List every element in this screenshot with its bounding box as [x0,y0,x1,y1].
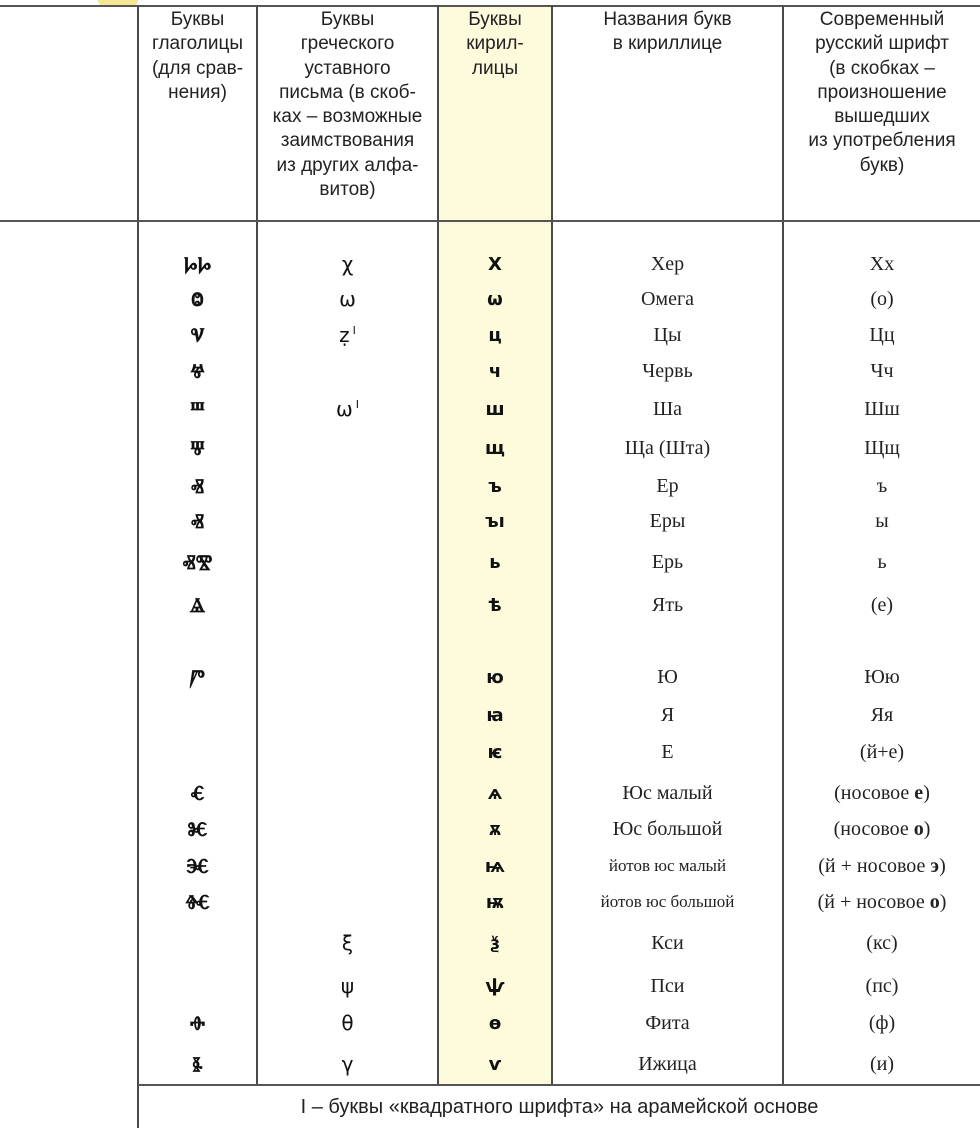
letter-name-cell [553,317,782,353]
table-row [0,968,980,1004]
modern-letter [818,855,945,878]
modern-letter [869,1012,895,1035]
table-row [0,317,980,353]
table-row [0,430,980,466]
cyrillic-letter: ч [488,360,502,382]
cyrillic-letter: щ [485,437,505,459]
table-row [0,659,980,695]
cyrillic-letter: ю [486,666,504,688]
glagolitic-letter-cell [139,317,256,353]
letter-name: Фита [645,1011,690,1034]
modern-letter [866,932,897,955]
glagolitic-letter: Ⱑ [189,593,206,617]
greek-letter [342,252,354,276]
modern-letter-cell [784,697,980,733]
letter-name-cell [553,659,782,695]
modern-letter [864,666,900,689]
glagolitic-letter: Ⱘ [187,817,208,841]
modern-letter [871,704,894,727]
cyrillic-letter-cell [439,848,551,884]
glagolitic-letter-cell [139,775,256,811]
cyrillic-letter-cell [439,246,551,282]
modern-letter-cell [784,811,980,847]
cyrillic-letter: ш [485,398,505,420]
header-line: произношение [817,81,947,103]
header-greek [258,8,437,202]
letter-name-cell [553,246,782,282]
modern-bold-letter: о [929,890,940,913]
header-line: уставного [304,57,391,79]
modern-letter-cell [784,1046,980,1082]
cyrillic-letter: ѵ [488,1053,502,1075]
modern-letter-cell [784,587,980,623]
letter-name-cell [553,884,782,920]
glagolitic-letter-cell [139,659,256,695]
cyrillic-letter-cell [439,968,551,1004]
modern-letter-cell [784,925,980,961]
cyrillic-letter-cell [439,353,551,389]
cyrillic-letter-cell [439,430,551,466]
header-line: Буквы [320,9,375,30]
cyrillic-letter: Х [488,253,502,275]
modern-letter-cell [784,503,980,539]
greek-glyph: ψ [340,974,355,998]
glagolitic-letter-cell [139,734,256,770]
modern-text: (й + носовое [817,890,930,913]
glagolitic-letter-cell [139,811,256,847]
greek-letter-cell [258,925,437,961]
table-row [0,246,980,282]
greek-letter [341,1011,353,1035]
cyrillic-letter-cell [439,734,551,770]
header-glagolitic [139,8,256,105]
table-row [0,884,980,920]
table-row [0,353,980,389]
greek-letter-cell [258,353,437,389]
greek-letter-cell [258,544,437,580]
letter-name-cell [553,430,782,466]
letter-name: Пси [650,974,685,997]
modern-text: ъ [876,474,888,497]
header-line: витов) [319,179,376,201]
cyrillic-letter-cell [439,391,551,427]
table-row [0,775,980,811]
greek-letter-cell [258,848,437,884]
modern-letter-cell [784,544,980,580]
modern-letter-cell [784,246,980,282]
glagolitic-letter-cell [139,884,256,920]
letter-name: Цы [653,323,682,346]
modern-text: ы [875,509,889,532]
modern-letter-cell [784,430,980,466]
letter-name: Ша [652,397,683,420]
letter-name: Хер [650,252,685,275]
modern-letter-cell [784,353,980,389]
header-line: заимствования [280,130,415,152]
letter-name-cell [553,353,782,389]
letter-name: Ер [656,474,679,497]
modern-letter [834,818,931,841]
table-row [0,391,980,427]
greek-letter-cell [258,468,437,504]
cyrillic-letter: ъı [485,510,505,532]
greek-letter-cell [258,1046,437,1082]
table-row [0,503,980,539]
header-line: нения) [168,81,227,103]
header-line: кирил- [466,33,524,55]
header-line: Названия букв [603,9,732,30]
letter-name: Ерь [651,550,684,573]
header-line: Современный [819,9,945,30]
letter-name: Ща (Шта) [624,436,711,459]
modern-letter [870,360,893,383]
modern-letter [875,510,888,533]
header-line: русский шрифт [815,33,949,55]
modern-letter-cell [784,317,980,353]
cyrillic-letter: ѳ [488,1012,502,1034]
modern-text: Цц [869,323,895,346]
greek-letter-cell [258,317,437,353]
cyrillic-letter: ѥ [487,741,503,763]
cyrillic-letter-cell [439,811,551,847]
glagolitic-letter: Ⱙ [185,890,210,914]
glagolitic-letter-cell [139,697,256,733]
cyrillic-letter-cell [439,775,551,811]
modern-text: Чч [870,359,894,382]
greek-letter-cell [258,587,437,623]
footer-top-border [138,1084,980,1086]
header-line: ках – возможные [272,106,423,128]
header-line: в кириллице [612,33,723,55]
modern-bold-letter: е [914,781,924,804]
cyrillic-letter: ѩ [484,855,506,877]
letter-name-cell [553,968,782,1004]
header-line: лицы [471,57,519,79]
cyrillic-letter-cell [439,503,551,539]
letter-name: Ю [657,665,678,688]
glagolitic-letter-cell [139,468,256,504]
greek-glyph: ẓ [339,323,350,347]
header-line: из других алфа- [276,154,419,176]
modern-text: Юю [864,665,900,688]
greek-letter [339,323,356,347]
cyrillic-letter-cell [439,587,551,623]
glagolitic-letter-cell [139,391,256,427]
glagolitic-letter-cell [139,925,256,961]
modern-bold-letter: о [913,817,924,840]
table-row [0,848,980,884]
letter-name: Ижица [638,1052,697,1075]
letter-name-cell [553,587,782,623]
greek-letter [342,1052,354,1076]
modern-letter [877,551,886,574]
modern-text: (носовое [834,781,915,804]
letter-name: Юс большой [612,817,723,840]
modern-letter-cell [784,281,980,317]
modern-letter [866,975,899,998]
greek-glyph: ω [336,397,353,421]
glagolitic-letter-cell [139,848,256,884]
glagolitic-letter: ⰘⰘ [183,252,212,276]
glagolitic-letter: Ⱌ [190,323,205,347]
modern-letter [818,891,947,914]
header-bottom-border [0,220,980,222]
modern-text: (й+е) [859,740,905,763]
letter-name-cell [553,281,782,317]
cyrillic-letter: ѡ [487,288,503,310]
glagolitic-letter: ⰟⰊ [182,550,213,574]
glagolitic-letter: Ⱉ [191,287,204,311]
modern-letter-cell [784,659,980,695]
cyrillic-letter: ц [488,324,502,346]
modern-text: Хх [869,252,895,275]
header-line: греческого [300,33,395,55]
modern-letter-cell [784,468,980,504]
letter-name: йотов юс большой [600,892,735,911]
cyrillic-letter: ѯ [489,932,501,954]
modern-text-end: ) [923,781,930,804]
header-line: вышедших [834,106,930,128]
glagolitic-letter: Ⱗ [186,854,209,878]
letter-name: Юс малый [622,781,713,804]
modern-bold-letter: э [930,854,940,877]
cyrillic-letter: ѣ [488,594,502,616]
cyrillic-letter: ѧ [487,782,503,804]
header-line: Буквы [468,9,522,30]
cyrillic-letter: ѭ [485,891,505,913]
glagolitic-letter: Ⱚ [189,1011,206,1035]
greek-letter-cell [258,811,437,847]
modern-letter [870,1053,894,1076]
cyrillic-letter-cell [439,468,551,504]
table-row [0,281,980,317]
table-row [0,1005,980,1041]
glagolitic-letter-cell [139,353,256,389]
glagolitic-letter: Ⱋ [190,436,205,460]
table-row [0,1046,980,1082]
modern-letter [864,437,900,460]
modern-letter [860,741,904,764]
letter-name-cell [553,848,782,884]
greek-letter-cell [258,697,437,733]
greek-glyph: θ [341,1011,354,1035]
greek-glyph: γ [341,1052,354,1076]
glagolitic-letter-cell [139,503,256,539]
letter-name: Червь [642,359,693,382]
modern-letter-cell [784,1005,980,1041]
modern-text: (о) [870,287,894,310]
modern-text: (ф) [868,1011,896,1034]
cyrillic-letter-cell [439,1005,551,1041]
header-line: письма (в скоб- [279,81,416,103]
modern-letter-cell [784,391,980,427]
cyrillic-letter-cell [439,1046,551,1082]
glagolitic-letter-cell [139,1005,256,1041]
glagolitic-letter-cell [139,544,256,580]
modern-text: Яя [870,703,894,726]
glagolitic-letter: Ⱛ [192,1052,203,1076]
modern-text: Шш [864,397,900,420]
modern-letter [877,475,887,498]
modern-letter [834,782,930,805]
square-script-mark: I [355,398,359,412]
greek-letter-cell [258,734,437,770]
cyrillic-letter: ꙗ [486,704,504,726]
header-line: (для срав- [151,57,244,79]
greek-letter-cell [258,430,437,466]
table-row [0,925,980,961]
cyrillic-letter: ѫ [488,818,502,840]
modern-letter [864,398,900,421]
greek-letter-cell [258,968,437,1004]
greek-letter-cell [258,659,437,695]
modern-text-end: ) [939,854,946,877]
modern-text: (и) [869,1052,895,1075]
header-line: букв) [859,154,905,176]
glagolitic-letter-cell [139,281,256,317]
modern-text-end: ) [923,817,931,840]
table-row [0,468,980,504]
glagolitic-letter: Ⱔ [190,781,205,805]
table-footnote: I – буквы «квадратного шрифта» на арамейской основе [300,1096,819,1118]
letter-name-cell [553,697,782,733]
cyrillic-letter-cell [439,317,551,353]
modern-letter [869,324,894,347]
glagolitic-letter-cell [139,1046,256,1082]
letter-name-cell [553,1046,782,1082]
table-row [0,587,980,623]
letter-name: Еры [649,509,686,532]
modern-letter-cell [784,848,980,884]
glagolitic-letter: Ⱍ [190,359,205,383]
modern-text: ь [877,550,887,573]
cyrillic-letter-cell [439,544,551,580]
letter-name-cell [553,503,782,539]
modern-letter [871,594,893,617]
glagolitic-letter-cell [139,587,256,623]
header-cyrillic [439,8,551,81]
greek-letter-cell [258,775,437,811]
modern-text: (носовое [833,817,914,840]
cyrillic-letter: ъ [488,475,502,497]
header-line: (в скобках – [829,57,935,79]
glagolitic-letter: Ⱓ [189,665,206,689]
greek-letter [342,931,353,955]
glagolitic-letter: Ⱏ [190,509,205,533]
cyrillic-letter-cell [439,925,551,961]
cyrillic-letter-cell [439,659,551,695]
square-script-mark: I [352,324,356,338]
letter-name-cell [553,1005,782,1041]
greek-glyph: ω [339,287,356,311]
letter-name: Омега [640,287,695,310]
modern-letter [870,288,893,311]
table-row [0,544,980,580]
greek-letter [336,397,359,421]
greek-letter-cell [258,884,437,920]
letter-name-cell [553,734,782,770]
greek-glyph: ξ [341,931,354,955]
letter-name-cell [553,775,782,811]
greek-letter-cell [258,503,437,539]
letter-name: йотов юс малый [608,856,727,875]
letter-name: Ять [651,593,684,616]
glagolitic-letter: Ⱏ [190,474,205,498]
glagolitic-letter: Ⱎ [190,397,205,421]
modern-letter-cell [784,775,980,811]
header-names [553,8,782,57]
cyrillic-letter-cell [439,697,551,733]
header-line: из употребления [808,130,956,152]
modern-text: (пс) [865,974,899,997]
header-line: Буквы [170,9,225,30]
letter-name: Я [660,703,675,726]
letter-name-cell [553,468,782,504]
cyrillic-letter-cell [439,281,551,317]
greek-letter [339,287,356,311]
cyrillic-letter-cell [439,884,551,920]
header-modern [784,8,980,178]
letter-name: Е [661,740,674,763]
glagolitic-letter-cell [139,430,256,466]
greek-glyph: χ [341,252,354,276]
greek-letter-cell [258,246,437,282]
greek-letter-cell [258,391,437,427]
glagolitic-letter-cell [139,246,256,282]
letter-name: Кси [651,931,684,954]
modern-text: Щщ [864,436,900,459]
letter-name-cell [553,391,782,427]
greek-letter-cell [258,1005,437,1041]
cyrillic-letter: ѱ [485,975,505,997]
modern-text-end: ) [939,890,947,913]
letter-name-cell [553,925,782,961]
greek-letter-cell [258,281,437,317]
modern-text: (й + носовое [818,854,931,877]
cyrillic-letter: ь [489,551,501,573]
modern-letter-cell [784,884,980,920]
glagolitic-letter-cell [139,968,256,1004]
table-row [0,697,980,733]
modern-letter-cell [784,734,980,770]
letter-name-cell [553,544,782,580]
modern-letter [870,253,894,276]
greek-letter [341,974,354,998]
letter-name-cell [553,811,782,847]
modern-letter-cell [784,968,980,1004]
table-row [0,811,980,847]
header-line: глаголицы [151,33,244,55]
modern-text: (кс) [866,931,898,954]
table-row [0,734,980,770]
modern-text: (е) [870,593,894,616]
